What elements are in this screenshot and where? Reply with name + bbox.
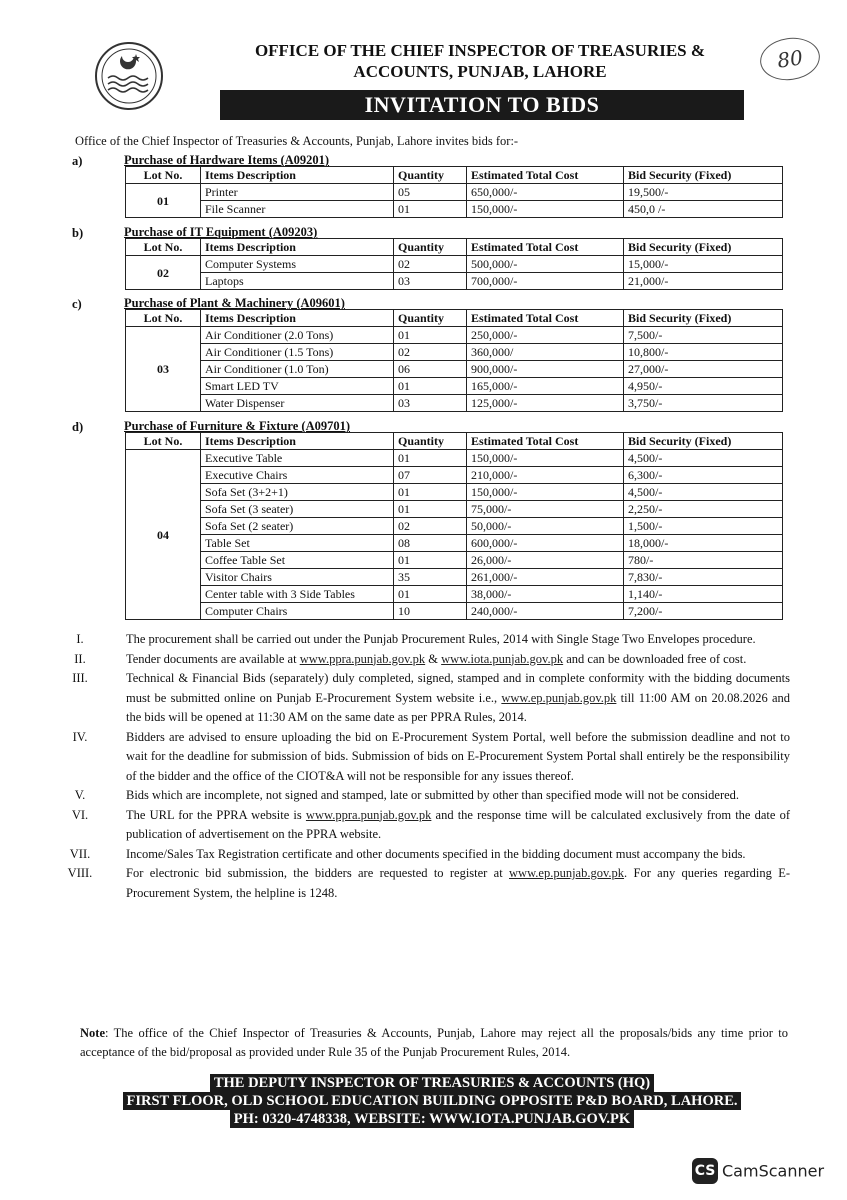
term-number: V. — [74, 788, 86, 802]
term-text: and can be downloaded free of cost. — [563, 651, 747, 666]
table-row — [126, 361, 783, 378]
term-item — [60, 728, 790, 787]
section-title: Purchase of IT Equipment (A09203) — [124, 225, 318, 239]
term-number: III. — [72, 671, 88, 685]
estimated-cost-cell: 26,000/- — [467, 552, 624, 569]
column-header-cost: Estimated Total Cost — [467, 239, 624, 256]
column-header-cost: Estimated Total Cost — [467, 310, 624, 327]
term-text: Bidders are advised to ensure uploading the bid on E-Procurement System Portal, well before the submission deadline and not to wait for the deadline for submission of bids. Submission of bids on E-Procurement System Portal shall entirely be the responsibility of the bidder and the office of the CIOT&A will not be responsible for any issues thereof. — [126, 729, 790, 783]
column-header-cost: Estimated Total Cost — [467, 433, 624, 450]
term-text: The URL for the PPRA website is — [126, 807, 306, 822]
note-paragraph — [80, 1024, 788, 1062]
column-header-lot: Lot No. — [126, 167, 201, 184]
bid-security-cell: 4,500/- — [624, 484, 783, 501]
estimated-cost-cell: 500,000/- — [467, 256, 624, 273]
bid-security-cell: 7,200/- — [624, 603, 783, 620]
estimated-cost-cell: 700,000/- — [467, 273, 624, 290]
column-header-cost: Estimated Total Cost — [467, 167, 624, 184]
camscanner-watermark — [692, 1158, 824, 1184]
item-description: Sofa Set (3 seater) — [201, 501, 394, 518]
terms-list — [60, 630, 790, 903]
bid-security-cell: 21,000/- — [624, 273, 783, 290]
section-title: Purchase of Furniture & Fixture (A09701) — [124, 419, 351, 433]
office-title-line2: ACCOUNTS, PUNJAB, LAHORE — [353, 62, 607, 81]
column-header-items: Items Description — [201, 310, 394, 327]
estimated-cost-cell: 210,000/- — [467, 467, 624, 484]
item-description: Air Conditioner (1.5 Tons) — [201, 344, 394, 361]
table-row — [126, 450, 783, 467]
term-number: VIII. — [67, 866, 93, 880]
estimated-cost-cell: 165,000/- — [467, 378, 624, 395]
quantity-cell: 06 — [394, 361, 467, 378]
handwritten-page-number: 80 — [757, 34, 822, 84]
term-text: & — [425, 651, 442, 666]
item-description: Printer — [201, 184, 394, 201]
table-header-row — [126, 433, 783, 450]
bid-security-cell: 1,140/- — [624, 586, 783, 603]
term-item — [60, 669, 790, 728]
quantity-cell: 03 — [394, 273, 467, 290]
term-text: Technical & Financial Bids (separately) duly completed, signed, stamped and in complete conformity with the bidding documents must be submitted online on Punjab E-Procurement System website i.e., — [126, 671, 790, 705]
bid-security-cell: 780/- — [624, 552, 783, 569]
term-number: II. — [74, 651, 86, 666]
term-item — [60, 864, 790, 903]
website-link[interactable]: www.iota.punjab.gov.pk — [441, 651, 564, 666]
item-description: Center table with 3 Side Tables — [201, 586, 394, 603]
bid-security-cell: 4,500/- — [624, 450, 783, 467]
website-link[interactable]: www.ep.punjab.gov.pk — [509, 866, 625, 880]
bid-security-cell: 4,950/- — [624, 378, 783, 395]
quantity-cell: 01 — [394, 552, 467, 569]
item-description: Coffee Table Set — [201, 552, 394, 569]
lot-number: 02 — [126, 256, 201, 290]
bid-security-cell: 10,800/- — [624, 344, 783, 361]
table-row — [126, 569, 783, 586]
table-row — [126, 378, 783, 395]
bid-table — [125, 238, 783, 290]
contact-footer — [92, 1074, 772, 1128]
table-row — [126, 273, 783, 290]
website-link[interactable]: www.ppra.punjab.gov.pk — [305, 807, 432, 822]
column-header-security: Bid Security (Fixed) — [624, 433, 783, 450]
term-number: IV. — [72, 729, 88, 744]
term-item — [60, 786, 790, 806]
column-header-lot: Lot No. — [126, 433, 201, 450]
term-text: till 11:00 AM on 20.08.2026 and the bids will be opened at 11:30 AM on the same date as per PPRA Rules, 2014. — [126, 690, 790, 724]
table-row — [126, 586, 783, 603]
estimated-cost-cell: 150,000/- — [467, 450, 624, 467]
term-item — [60, 806, 790, 845]
estimated-cost-cell: 150,000/- — [467, 201, 624, 218]
bid-security-cell: 6,300/- — [624, 467, 783, 484]
section-letter: c) — [72, 297, 82, 311]
bid-security-cell: 27,000/- — [624, 361, 783, 378]
quantity-cell: 35 — [394, 569, 467, 586]
bid-table — [125, 166, 783, 218]
estimated-cost-cell: 125,000/- — [467, 395, 624, 412]
table-row — [126, 484, 783, 501]
table-header-row — [126, 239, 783, 256]
estimated-cost-cell: 38,000/- — [467, 586, 624, 603]
item-description: Executive Table — [201, 450, 394, 467]
quantity-cell: 03 — [394, 395, 467, 412]
bid-security-cell: 450,0 /- — [624, 201, 783, 218]
term-number: VII. — [69, 846, 91, 861]
quantity-cell: 02 — [394, 256, 467, 273]
bid-security-cell: 19,500/- — [624, 184, 783, 201]
bid-security-cell: 7,500/- — [624, 327, 783, 344]
quantity-cell: 10 — [394, 603, 467, 620]
quantity-cell: 05 — [394, 184, 467, 201]
term-text: and the response time will be calculated exclusively from the date of publication of advertisement on the PPRA website. — [126, 807, 790, 841]
column-header-lot: Lot No. — [126, 239, 201, 256]
lot-number: 03 — [126, 327, 201, 412]
term-text: Income/Sales Tax Registration certificate and other documents specified in the bidding document must accompany the bids. — [126, 846, 746, 861]
column-header-security: Bid Security (Fixed) — [624, 310, 783, 327]
item-description: Air Conditioner (2.0 Tons) — [201, 327, 394, 344]
bid-table — [125, 432, 783, 620]
table-header-row — [126, 310, 783, 327]
quantity-cell: 01 — [394, 501, 467, 518]
estimated-cost-cell: 240,000/- — [467, 603, 624, 620]
term-number: I. — [76, 632, 84, 646]
term-text: . For any queries regarding E-Procurement System, the helpline is 1248. — [126, 866, 790, 900]
item-description: Water Dispenser — [201, 395, 394, 412]
note-label: Note — [80, 1026, 105, 1040]
footer-line3: PH: 0320-4748338, WEBSITE: WWW.IOTA.PUNJAB.GOV.PK — [230, 1110, 634, 1128]
column-header-lot: Lot No. — [126, 310, 201, 327]
quantity-cell: 01 — [394, 586, 467, 603]
bid-security-cell: 7,830/- — [624, 569, 783, 586]
invitation-banner: INVITATION TO BIDS — [220, 90, 744, 120]
bid-security-cell: 2,250/- — [624, 501, 783, 518]
item-description: Executive Chairs — [201, 467, 394, 484]
table-row — [126, 501, 783, 518]
table-row — [126, 327, 783, 344]
estimated-cost-cell: 900,000/- — [467, 361, 624, 378]
quantity-cell: 01 — [394, 201, 467, 218]
table-row — [126, 552, 783, 569]
estimated-cost-cell: 50,000/- — [467, 518, 624, 535]
item-description: Visitor Chairs — [201, 569, 394, 586]
table-row — [126, 535, 783, 552]
item-description: File Scanner — [201, 201, 394, 218]
table-row — [126, 518, 783, 535]
table-row — [126, 395, 783, 412]
column-header-quantity: Quantity — [394, 433, 467, 450]
section-letter: b) — [72, 226, 84, 240]
column-header-items: Items Description — [201, 167, 394, 184]
column-header-quantity: Quantity — [394, 310, 467, 327]
camscanner-logo-icon: CS — [692, 1158, 718, 1184]
item-description: Laptops — [201, 273, 394, 290]
table-row — [126, 201, 783, 218]
office-title-line1: OFFICE OF THE CHIEF INSPECTOR OF TREASURIES & — [254, 41, 706, 60]
estimated-cost-cell: 600,000/- — [467, 535, 624, 552]
quantity-cell: 01 — [394, 378, 467, 395]
table-row — [126, 184, 783, 201]
table-row — [126, 467, 783, 484]
table-row — [126, 603, 783, 620]
item-description: Table Set — [201, 535, 394, 552]
term-text: The procurement shall be carried out under the Punjab Procurement Rules, 2014 with Single Stage Two Envelopes procedure. — [126, 632, 756, 646]
footer-line2: FIRST FLOOR, OLD SCHOOL EDUCATION BUILDING OPPOSITE P&D BOARD, LAHORE. — [123, 1092, 742, 1110]
quantity-cell: 01 — [394, 484, 467, 501]
item-description: Sofa Set (2 seater) — [201, 518, 394, 535]
note-text: : The office of the Chief Inspector of Treasuries & Accounts, Punjab, Lahore may reject all the proposals/bids any time prior to acceptance of the bid/proposal as provided under Rule 35 of the Punjab Procurement Rules, 2014. — [80, 1026, 788, 1059]
camscanner-brand: CamScanner — [722, 1161, 825, 1181]
item-description: Computer Systems — [201, 256, 394, 273]
quantity-cell: 02 — [394, 518, 467, 535]
term-item — [60, 845, 790, 865]
column-header-security: Bid Security (Fixed) — [624, 167, 783, 184]
bid-security-cell: 15,000/- — [624, 256, 783, 273]
lot-number: 04 — [126, 450, 201, 620]
estimated-cost-cell: 261,000/- — [467, 569, 624, 586]
term-text: Bids which are incomplete, not signed and stamped, late or submitted by other than specified mode will not be considered. — [126, 788, 740, 802]
website-link[interactable]: www.ep.punjab.gov.pk — [501, 690, 617, 705]
estimated-cost-cell: 150,000/- — [467, 484, 624, 501]
column-header-quantity: Quantity — [394, 167, 467, 184]
quantity-cell: 02 — [394, 344, 467, 361]
section-letter: d) — [72, 420, 84, 434]
item-description: Air Conditioner (1.0 Ton) — [201, 361, 394, 378]
quantity-cell: 08 — [394, 535, 467, 552]
table-header-row — [126, 167, 783, 184]
bid-security-cell: 3,750/- — [624, 395, 783, 412]
column-header-quantity: Quantity — [394, 239, 467, 256]
bid-security-cell: 18,000/- — [624, 535, 783, 552]
table-row — [126, 344, 783, 361]
term-number: VI. — [71, 807, 89, 822]
office-title — [200, 40, 760, 82]
footer-line1: THE DEPUTY INSPECTOR OF TREASURIES & ACCOUNTS (HQ) — [210, 1074, 654, 1092]
quantity-cell: 01 — [394, 327, 467, 344]
intro-text: Office of the Chief Inspector of Treasuries & Accounts, Punjab, Lahore invites bids for:- — [75, 134, 519, 148]
table-row — [126, 256, 783, 273]
column-header-items: Items Description — [201, 239, 394, 256]
estimated-cost-cell: 75,000/- — [467, 501, 624, 518]
punjab-government-emblem-icon — [92, 40, 166, 112]
section-title: Purchase of Plant & Machinery (A09601) — [124, 296, 345, 310]
term-text: Tender documents are available at — [126, 651, 300, 666]
estimated-cost-cell: 360,000/ — [467, 344, 624, 361]
bid-security-cell: 1,500/- — [624, 518, 783, 535]
website-link[interactable]: www.ppra.punjab.gov.pk — [299, 651, 426, 666]
lot-number: 01 — [126, 184, 201, 218]
quantity-cell: 07 — [394, 467, 467, 484]
item-description: Computer Chairs — [201, 603, 394, 620]
term-item — [60, 650, 790, 670]
column-header-items: Items Description — [201, 433, 394, 450]
item-description: Smart LED TV — [201, 378, 394, 395]
bid-table — [125, 309, 783, 412]
estimated-cost-cell: 650,000/- — [467, 184, 624, 201]
column-header-security: Bid Security (Fixed) — [624, 239, 783, 256]
section-letter: a) — [72, 154, 83, 168]
section-title: Purchase of Hardware Items (A09201) — [124, 153, 330, 167]
quantity-cell: 01 — [394, 450, 467, 467]
estimated-cost-cell: 250,000/- — [467, 327, 624, 344]
term-text: For electronic bid submission, the bidders are requested to register at — [126, 866, 510, 880]
term-item — [60, 630, 790, 650]
item-description: Sofa Set (3+2+1) — [201, 484, 394, 501]
